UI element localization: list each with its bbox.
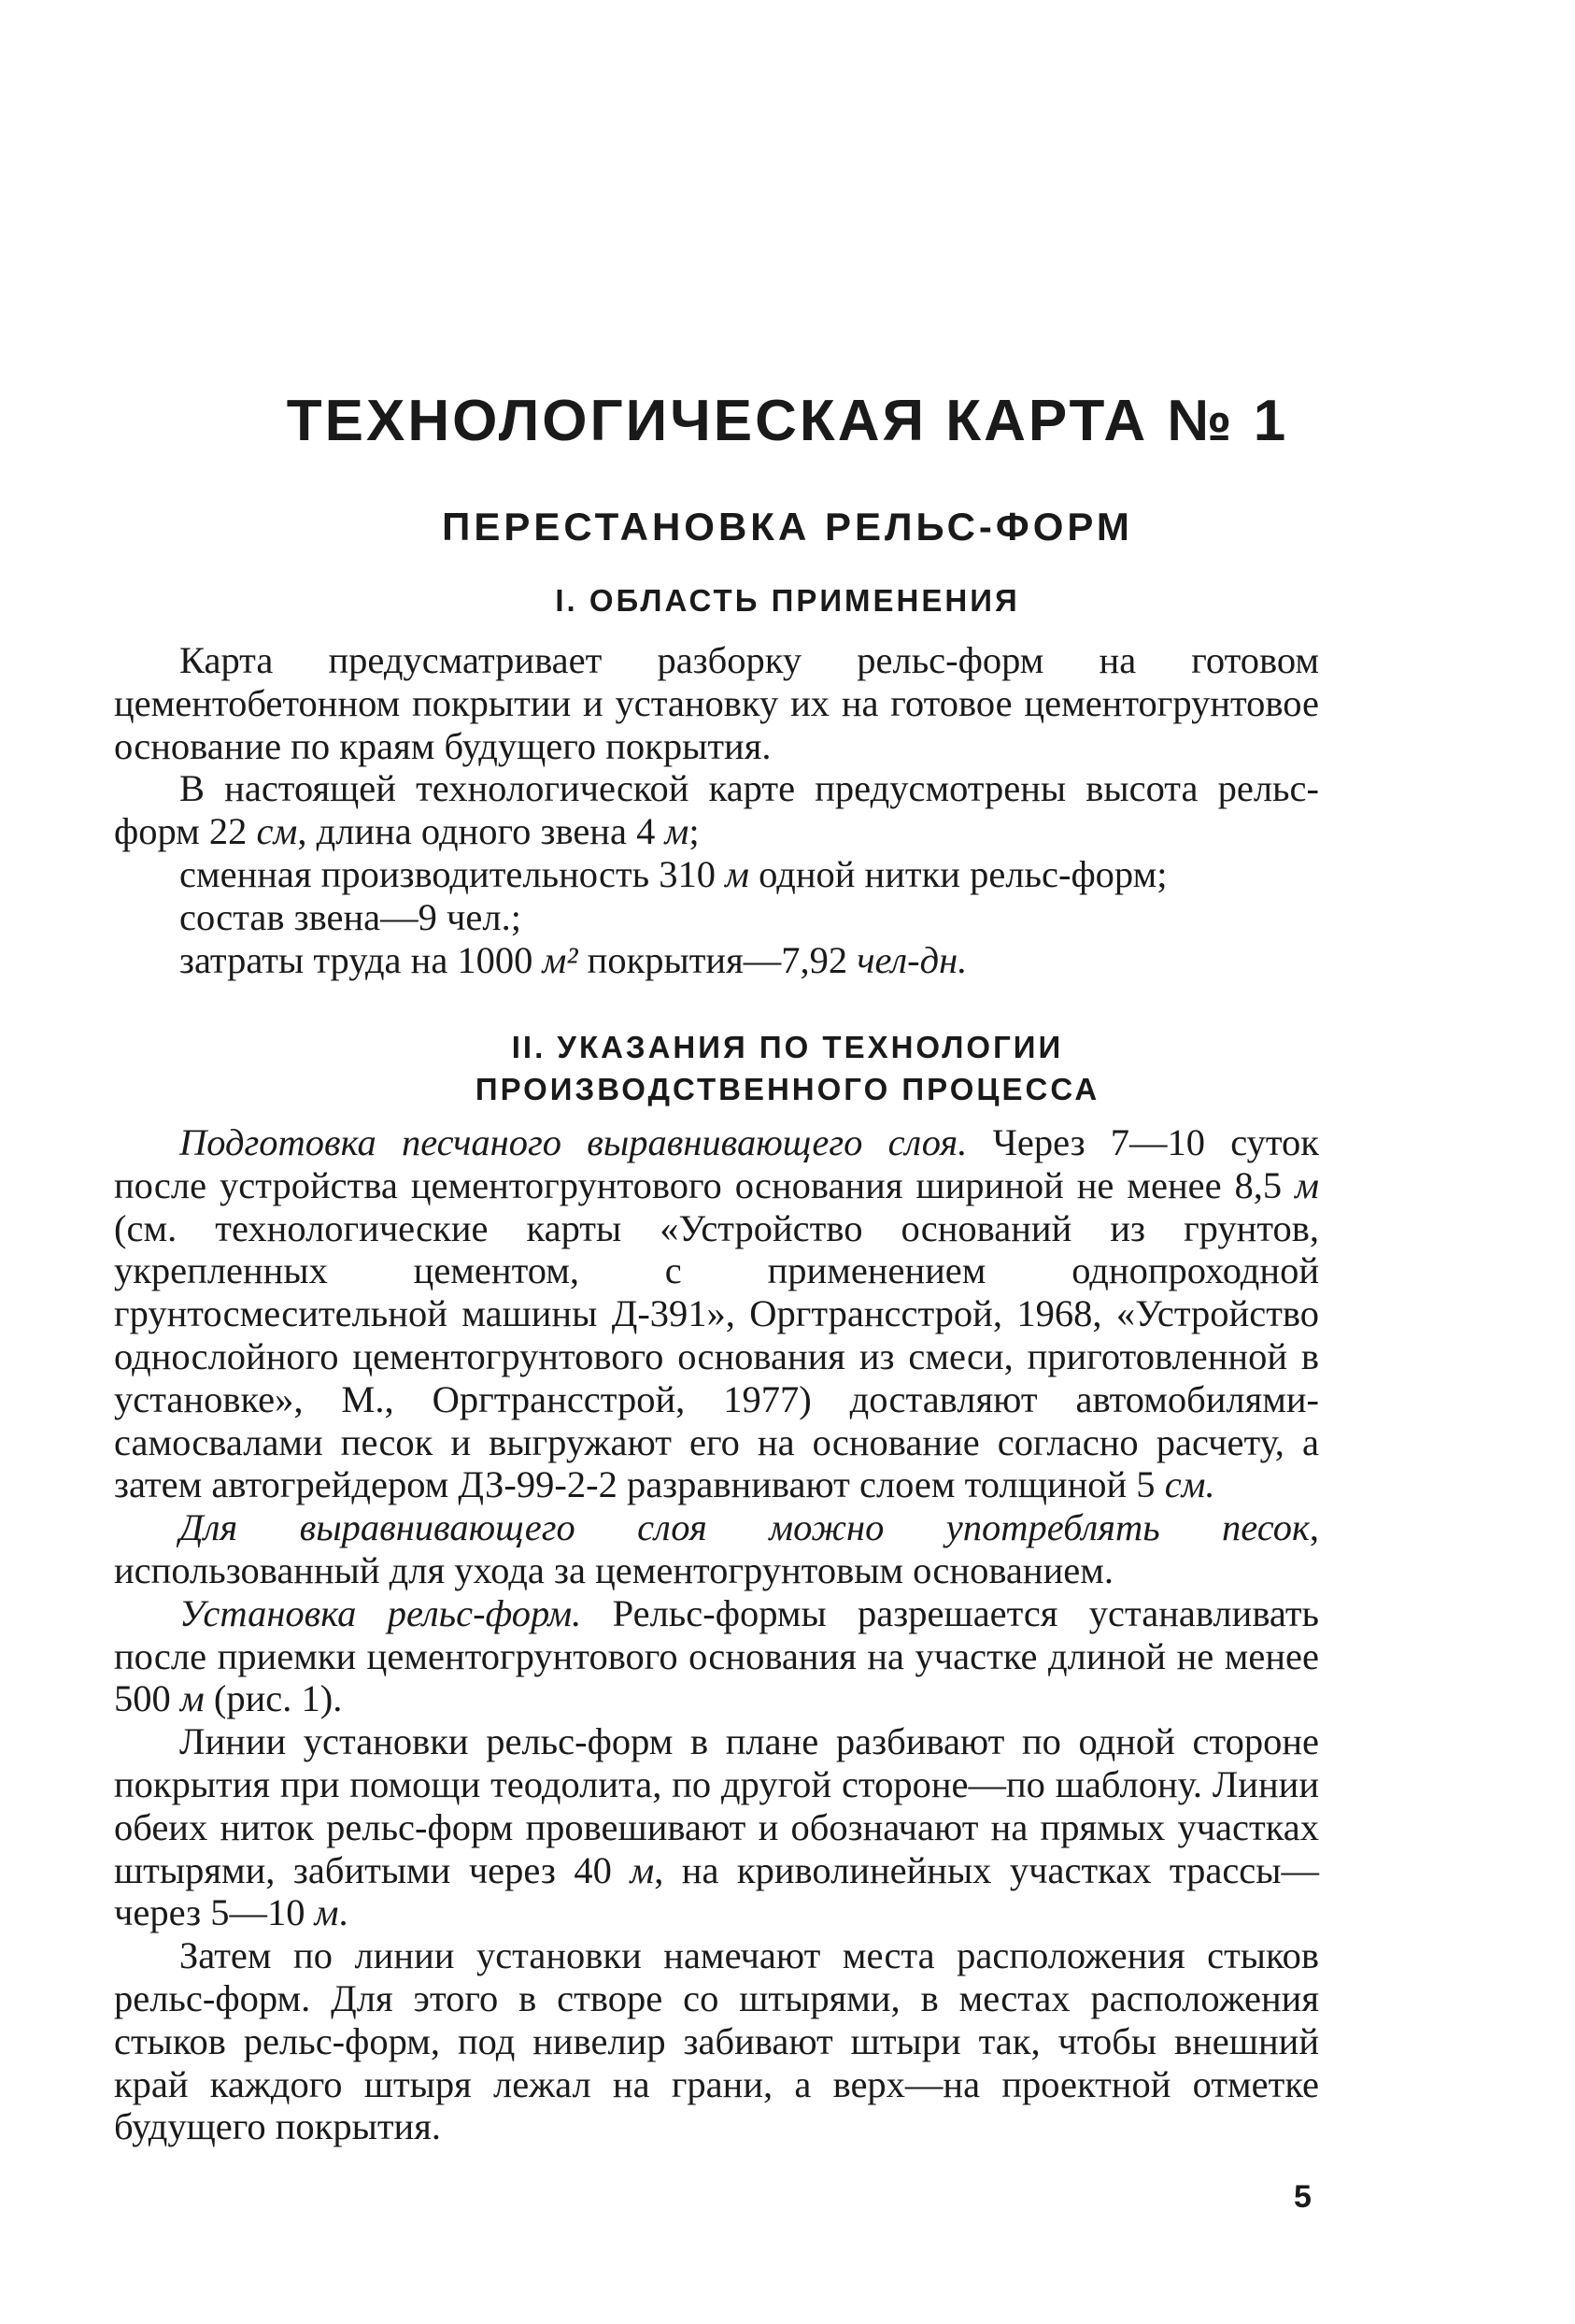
section-2-paragraph-2: Для выравнивающего слоя можно употреблять песок, использованный для ухода за цементогрунтовым основанием. bbox=[114, 1506, 1320, 1591]
section-2-paragraph-4: Линии установки рельс-форм в плане разбивают по одной стороне покрытия при помощи теодолита, по другой стороне—по шаблону. Линии обеих ниток рельс-форм провешивают и обозначают на прямых участках штырями, забитыми через 40 м, на криволинейных участках трассы—через 5—10 м. bbox=[114, 1720, 1319, 1934]
section-1-paragraph-1: Карта предусматривает разборку рельс-форм на готовом цементобетонном покрытии и установку их на готовое цементогрунтовое основание по краям будущего покрытия. bbox=[114, 639, 1319, 767]
document-title: ТЕХНОЛОГИЧЕСКАЯ КАРТА № 1 bbox=[286, 389, 1289, 453]
section-1-heading: I. ОБЛАСТЬ ПРИМЕНЕНИЯ bbox=[555, 583, 1020, 618]
section-2-paragraph-3: Установка рельс-форм. Рельс-формы разрешается устанавливать после приемки цементогрунтового основания на участке длиной не менее 500 м (рис. 1). bbox=[114, 1591, 1320, 1720]
section-1-paragraph-3: сменная производительность 310 м одной нитки рельс-форм; bbox=[179, 852, 1168, 895]
section-1-paragraph-2: В настоящей технологической карте предусмотрены высота рельс-форм 22 см, длина одного звена 4 м; bbox=[114, 767, 1319, 853]
section-2-heading: II. УКАЗАНИЯ ПО ТЕХНОЛОГИИ ПРОИЗВОДСТВЕННОГО ПРОЦЕССА bbox=[475, 1030, 1100, 1106]
document-subtitle: ПЕРЕСТАНОВКА РЕЛЬС-ФОРМ bbox=[442, 505, 1133, 549]
section-2-paragraph-1: Подготовка песчаного выравнивающего слоя. Через 7—10 суток после устройства цементогрунтового основания шириной не менее 8,5 м (см. технологические карты «Устройство оснований из грунтов, укрепленных цементом, с применением однопроходной грунтосмесительной машины Д-391», Оргтрансстрой, 1968, «Устройство однослойного цементогрунтового основания из смеси, приготовленной в установке», М., Оргтрансстрой, 1977) доставляют автомобилями-самосвалами песок и выгружают его на основание согласно расчету, а затем автогрейдером ДЗ-99-2-2 разравнивают слоем толщиной 5 см. bbox=[114, 1121, 1319, 1506]
section-2-body bbox=[114, 1121, 1319, 2148]
section-1-paragraph-4: состав звена—9 чел.; bbox=[179, 895, 521, 938]
section-1-body bbox=[114, 639, 1319, 981]
section-1-paragraph-5: затраты труда на 1000 м² покрытия—7,92 чел-дн. bbox=[179, 938, 968, 981]
section-2-paragraph-5: Затем по линии установки намечают места расположения стыков рельс-форм. Для этого в створе со штырями, в местах расположения стыков рельс-форм, под нивелир забивают штыри так, чтобы внешний край каждого штыря лежал на грани, а верх—на проектной отметке будущего покрытия. bbox=[114, 1934, 1319, 2148]
page-number: 5 bbox=[1294, 2179, 1312, 2215]
